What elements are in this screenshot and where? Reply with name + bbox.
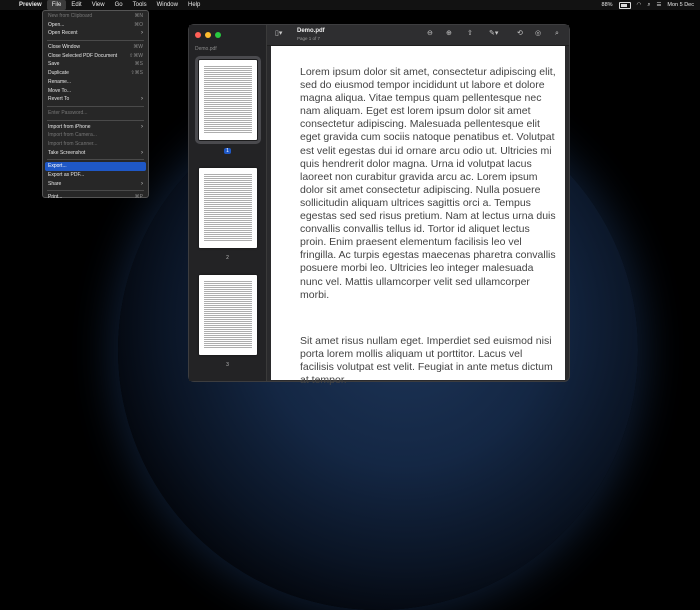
preview-window: [188, 24, 570, 387]
menu-separator: [47, 190, 144, 191]
menu-edit[interactable]: Edit: [71, 2, 82, 8]
chevron-right-icon: ›: [141, 123, 143, 130]
minimize-window-button[interactable]: [205, 32, 211, 38]
rotate-icon[interactable]: ⟲: [517, 30, 523, 37]
thumbnail-sidebar: [189, 25, 267, 381]
menu-window[interactable]: Window: [156, 2, 178, 8]
document-page-info: Page 1 of 7: [297, 36, 321, 41]
battery-icon[interactable]: [619, 2, 631, 9]
menu-item-export-as-pdf[interactable]: Export as PDF...: [48, 172, 85, 178]
sidebar-title: Demo.pdf: [195, 46, 217, 52]
menu-item-share[interactable]: Share ›: [48, 180, 143, 187]
zoom-in-icon[interactable]: ⊕: [446, 30, 452, 37]
menu-item-open-recent[interactable]: Open Recent ›: [48, 30, 143, 37]
control-center-icon[interactable]: ☰: [656, 2, 662, 8]
menu-separator: [47, 106, 144, 107]
markup-pen-icon[interactable]: ✎▾: [489, 30, 499, 37]
menu-file[interactable]: File: [47, 0, 67, 10]
chevron-right-icon: ›: [141, 149, 143, 156]
menu-item-duplicate[interactable]: Duplicate ⇧⌘S: [48, 70, 143, 77]
menu-item-save[interactable]: Save ⌘S: [48, 61, 143, 68]
page-thumbnail-1[interactable]: [199, 60, 257, 140]
menu-item-import-from-iphone[interactable]: Import from iPhone ›: [48, 123, 143, 130]
menu-bar: [0, 0, 700, 10]
annotate-icon[interactable]: ◎: [535, 30, 542, 37]
share-icon[interactable]: ⇧: [467, 30, 473, 37]
file-menu-dropdown: [42, 10, 149, 201]
menu-tools[interactable]: Tools: [132, 2, 147, 8]
menu-help[interactable]: Help: [187, 2, 201, 8]
page-thumbnail-3[interactable]: [199, 275, 257, 355]
menu-item-enter-password: Enter Password...: [48, 109, 88, 116]
page-number-3: 3: [226, 362, 229, 368]
chevron-right-icon: ›: [141, 30, 143, 37]
window-controls: [195, 32, 221, 38]
document-title: Demo.pdf: [297, 28, 325, 34]
menu-item-print[interactable]: Print... ⌘P: [48, 194, 143, 201]
chevron-right-icon: ›: [141, 96, 143, 103]
menu-item-export[interactable]: Export...: [45, 162, 146, 171]
menu-item-close-selected-pdf[interactable]: Close Selected PDF Document ⇧⌘W: [48, 52, 143, 59]
window-toolbar: [267, 25, 569, 46]
page-number-1: 1: [226, 148, 229, 154]
chevron-right-icon: ›: [141, 180, 143, 187]
menu-item-new-from-clipboard: New from Clipboard ⌘N: [48, 13, 143, 19]
close-window-button[interactable]: [195, 32, 201, 38]
page-body-text: Lorem ipsum dolor sit amet, consectetur adipiscing elit, sed do eiusmod tempor incididunt ut labore et dolore magna aliqua. Vitae tempus quam pellentesque nec nam aliquam. Eget est lorem ipsum dolor sit amet consectetur adipiscing. Malesuada pellentesque elit eget gravida cum sociis natoque penatibus et. Volutpat est velit egestas dui id ornare arcu odio ut. Ultricies mi quis hendrerit dolor magna. Urna id volutpat lacus laoreet non curabitur gravida arcu ac. Lorem ipsum dolor sit amet consectetur adipiscing. Nulla posuere sollicitudin aliquam ultrices sagittis orci a. Tempus egestas sed sed risus pretium. Nam at lectus urna duis convallis convallis tellus id. Tortor id aliquet lectus proin. Enim praesent elementum facilisis leo vel fringilla. Ac turpis egestas maecenas pharetra convallis posuere morbi leo. Ultricies leo integer malesuada nunc vel. Mattis ullamcorper velit sed ullamcorper morbi.: [300, 66, 556, 301]
wifi-icon[interactable]: ◠: [636, 2, 642, 8]
sidebar-toggle-icon[interactable]: ▯▾: [275, 30, 283, 37]
page-body-text-2: Sit amet risus nullam eget. Imperdiet sed euismod nisi porta lorem mollis aliquam ut porttitor. Lacus vel facilisis volutpat est velit. Feugiat in ante metus dictum at tempor.: [300, 335, 553, 387]
page-thumbnail-2[interactable]: [199, 168, 257, 248]
menu-item-close-window[interactable]: Close Window ⌘W: [48, 44, 143, 51]
menu-item-import-from-camera: Import from Camera...: [48, 132, 97, 139]
menu-item-import-from-scanner: Import from Scanner...: [48, 140, 98, 147]
zoom-window-button[interactable]: [215, 32, 221, 38]
battery-percent: 88%: [601, 2, 613, 8]
menu-go[interactable]: Go: [114, 2, 123, 8]
menu-item-move-to[interactable]: Move To...: [48, 87, 71, 94]
menu-item-rename[interactable]: Rename...: [48, 78, 72, 85]
menu-view[interactable]: View: [91, 2, 105, 8]
menu-separator: [47, 159, 144, 160]
menu-item-open[interactable]: Open... ⌘O: [48, 21, 143, 28]
document-page: [271, 46, 565, 387]
search-icon[interactable]: ⌕: [647, 1, 651, 8]
page-number-2: 2: [226, 255, 229, 261]
menu-separator: [47, 120, 144, 121]
menubar-date[interactable]: Mon 5 Dec: [667, 2, 694, 8]
menu-item-take-screenshot[interactable]: Take Screenshot ›: [48, 149, 143, 156]
search-icon[interactable]: ⌕: [555, 30, 559, 37]
menu-app-preview[interactable]: Preview: [19, 2, 42, 8]
menu-separator: [47, 40, 144, 41]
menu-item-revert-to[interactable]: Revert To ›: [48, 96, 143, 103]
zoom-out-icon[interactable]: ⊖: [427, 30, 433, 37]
